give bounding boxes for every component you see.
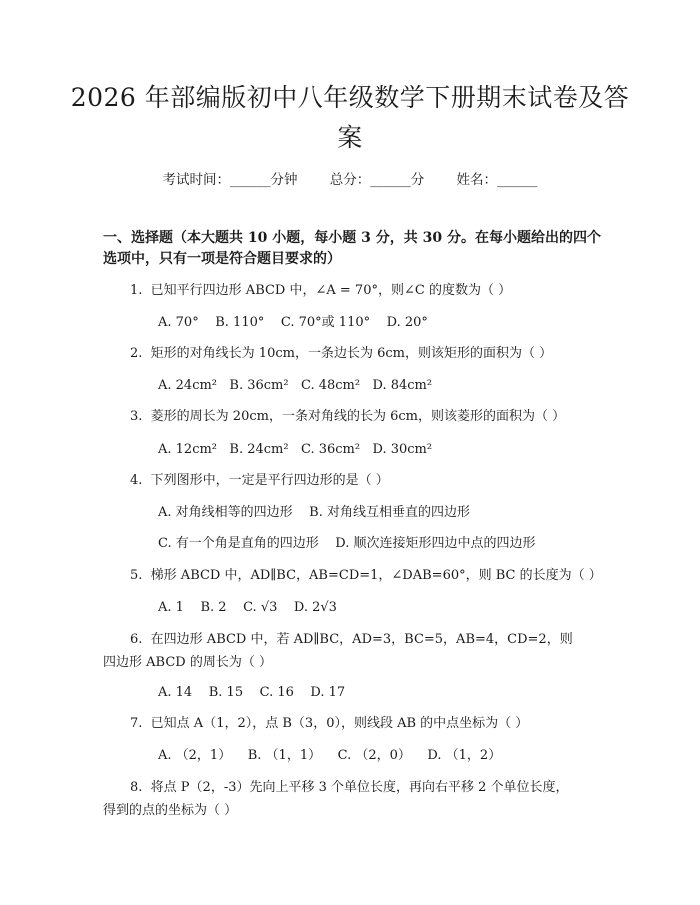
section-heading: 一、选择题（本大题共 10 小题，每小题 3 分，共 30 分。在每小题给出的四个选项中，只有一项是符合题目要求的） [103, 230, 601, 267]
question-5 [103, 565, 602, 587]
question-8 [103, 776, 581, 822]
question-1 [103, 280, 583, 302]
question-text: 已知平行四边形 ABCD 中，∠A = 70°，则∠C 的度数为（ ） [150, 283, 512, 298]
question-4-options-row2: C. 有一个角是直角的四边形 D. 顺次连接矩形四边中点的四边形 [158, 536, 536, 551]
question-6 [103, 628, 581, 674]
question-number: 7. [130, 716, 143, 731]
question-2-options: A. 24cm² B. 36cm² C. 48cm² D. 84cm² [158, 378, 433, 393]
question-number: 1. [130, 283, 143, 298]
question-number: 8. [130, 780, 143, 795]
question-5-options: A. 1 B. 2 C. √3 D. 2√3 [158, 600, 337, 615]
question-4-options-row1: A. 对角线相等的四边形 B. 对角线互相垂直的四边形 [158, 505, 471, 520]
total-score-field: 总分：______分 [329, 172, 425, 188]
exam-meta [0, 168, 700, 188]
question-7-options: A. （2，1） B. （1，1） C. （2，0） D. （1，2） [158, 748, 502, 763]
question-3 [103, 406, 583, 428]
question-4 [103, 470, 583, 492]
question-text: 梯形 ABCD 中，AD∥BC，AB=CD=1，∠DAB=60°，则 BC 的长度为（ ） [150, 568, 602, 583]
question-text: 下列图形中，一定是平行四边形的是（ ） [150, 473, 389, 488]
question-text: 菱形的周长为 20cm，一条对角线的长为 6cm，则该菱形的面积为（ ） [150, 409, 566, 424]
question-2 [103, 343, 583, 365]
question-3-options: A. 12cm² B. 24cm² C. 36cm² D. 30cm² [158, 442, 433, 457]
question-number: 2. [130, 346, 143, 361]
question-6-options: A. 14 B. 15 C. 16 D. 17 [158, 685, 346, 700]
exam-time-field: 考试时间：______分钟 [162, 172, 298, 188]
question-7 [103, 713, 583, 735]
question-text: 已知点 A（1，2），点 B（3，0），则线段 AB 的中点坐标为（ ） [150, 716, 529, 731]
question-text: 在四边形 ABCD 中，若 AD∥BC，AD=3，BC=5，AB=4，CD=2，则四边形 ABCD 的周长为（ ） [103, 632, 573, 670]
question-number: 3. [130, 409, 143, 424]
question-text: 矩形的对角线长为 10cm，一条边长为 6cm，则该矩形的面积为（ ） [150, 346, 553, 361]
question-number: 5. [130, 568, 143, 583]
question-number: 6. [130, 632, 143, 647]
question-1-options: A. 70° B. 110° C. 70°或 110° D. 20° [158, 315, 428, 330]
question-text: 将点 P（2，-3）先向上平移 3 个单位长度，再向右平移 2 个单位长度，得到的点的坐标为（ ） [103, 780, 569, 818]
name-field: 姓名：______ [456, 172, 538, 188]
question-number: 4. [130, 473, 143, 488]
page-title: 2026 年部编版初中八年级数学下册期末试卷及答案 [70, 83, 630, 152]
